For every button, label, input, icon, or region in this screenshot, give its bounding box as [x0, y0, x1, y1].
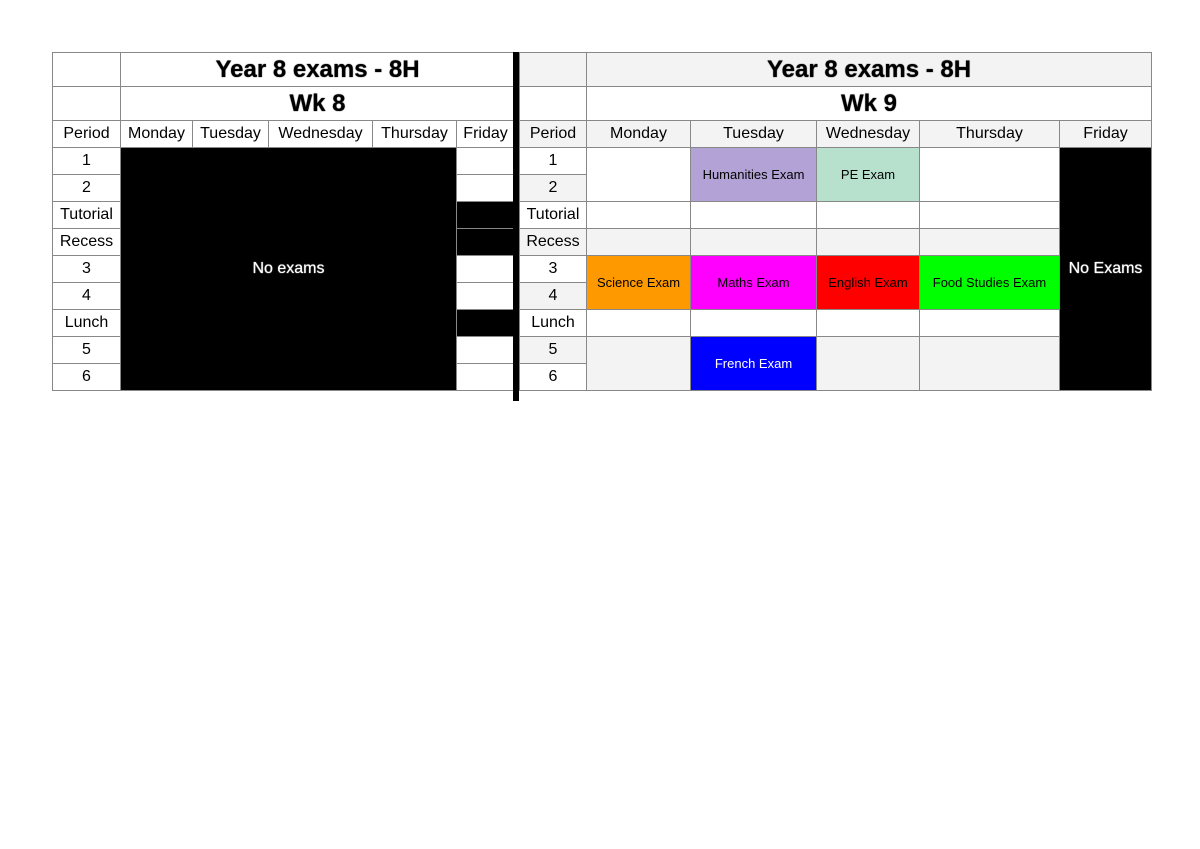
corner-cell	[520, 87, 587, 121]
empty-cell	[817, 337, 920, 391]
day-header-tuesday: Tuesday	[193, 121, 269, 148]
day-header-monday: Monday	[587, 121, 691, 148]
day-header-friday: Friday	[1060, 121, 1152, 148]
week-label: Wk 9	[587, 87, 1152, 121]
friday-no-exams-block: No Exams	[1060, 148, 1152, 391]
no-exams-block: No exams	[121, 148, 457, 391]
blocked-cell	[457, 229, 515, 256]
empty-cell	[817, 310, 920, 337]
timetable-title: Year 8 exams - 8H	[121, 53, 515, 87]
period-header: Period	[520, 121, 587, 148]
empty-cell	[587, 148, 691, 202]
french-exam-cell: French Exam	[691, 337, 817, 391]
empty-cell	[587, 310, 691, 337]
day-header-thursday: Thursday	[920, 121, 1060, 148]
period-label: Tutorial	[53, 202, 121, 229]
corner-cell	[53, 87, 121, 121]
empty-cell	[587, 202, 691, 229]
empty-cell	[457, 337, 515, 364]
period-label: 2	[520, 175, 587, 202]
week-9-timetable	[519, 52, 1152, 391]
period-label: 2	[53, 175, 121, 202]
period-label: 5	[520, 337, 587, 364]
humanities-exam-cell: Humanities Exam	[691, 148, 817, 202]
blocked-cell	[457, 310, 515, 337]
empty-cell	[920, 202, 1060, 229]
period-label: 3	[520, 256, 587, 283]
period-label: Recess	[520, 229, 587, 256]
empty-cell	[457, 283, 515, 310]
empty-cell	[920, 148, 1060, 202]
day-header-tuesday: Tuesday	[691, 121, 817, 148]
pe-exam-cell: PE Exam	[817, 148, 920, 202]
week-label: Wk 8	[121, 87, 515, 121]
period-label: 6	[53, 364, 121, 391]
period-label: Tutorial	[520, 202, 587, 229]
empty-cell	[587, 229, 691, 256]
science-exam-cell: Science Exam	[587, 256, 691, 310]
period-header: Period	[53, 121, 121, 148]
corner-cell	[53, 53, 121, 87]
empty-cell	[691, 202, 817, 229]
empty-cell	[457, 256, 515, 283]
empty-cell	[920, 310, 1060, 337]
blocked-cell	[457, 202, 515, 229]
empty-cell	[691, 310, 817, 337]
period-label: 3	[53, 256, 121, 283]
empty-cell	[920, 229, 1060, 256]
period-label: 1	[520, 148, 587, 175]
period-label: 1	[53, 148, 121, 175]
period-label: 4	[520, 283, 587, 310]
empty-cell	[457, 148, 515, 175]
corner-cell	[520, 53, 587, 87]
period-label: Lunch	[53, 310, 121, 337]
period-label: Recess	[53, 229, 121, 256]
food-studies-exam-cell: Food Studies Exam	[920, 256, 1060, 310]
day-header-friday: Friday	[457, 121, 515, 148]
day-header-monday: Monday	[121, 121, 193, 148]
period-label: 4	[53, 283, 121, 310]
period-label: 5	[53, 337, 121, 364]
day-header-wednesday: Wednesday	[817, 121, 920, 148]
period-label: 6	[520, 364, 587, 391]
english-exam-cell: English Exam	[817, 256, 920, 310]
week-8-timetable	[52, 52, 515, 391]
day-header-wednesday: Wednesday	[269, 121, 373, 148]
empty-cell	[457, 364, 515, 391]
period-label: Lunch	[520, 310, 587, 337]
maths-exam-cell: Maths Exam	[691, 256, 817, 310]
empty-cell	[920, 337, 1060, 391]
empty-cell	[817, 229, 920, 256]
timetable-title: Year 8 exams - 8H	[587, 53, 1152, 87]
empty-cell	[457, 175, 515, 202]
day-header-thursday: Thursday	[373, 121, 457, 148]
empty-cell	[587, 337, 691, 391]
empty-cell	[691, 229, 817, 256]
empty-cell	[817, 202, 920, 229]
